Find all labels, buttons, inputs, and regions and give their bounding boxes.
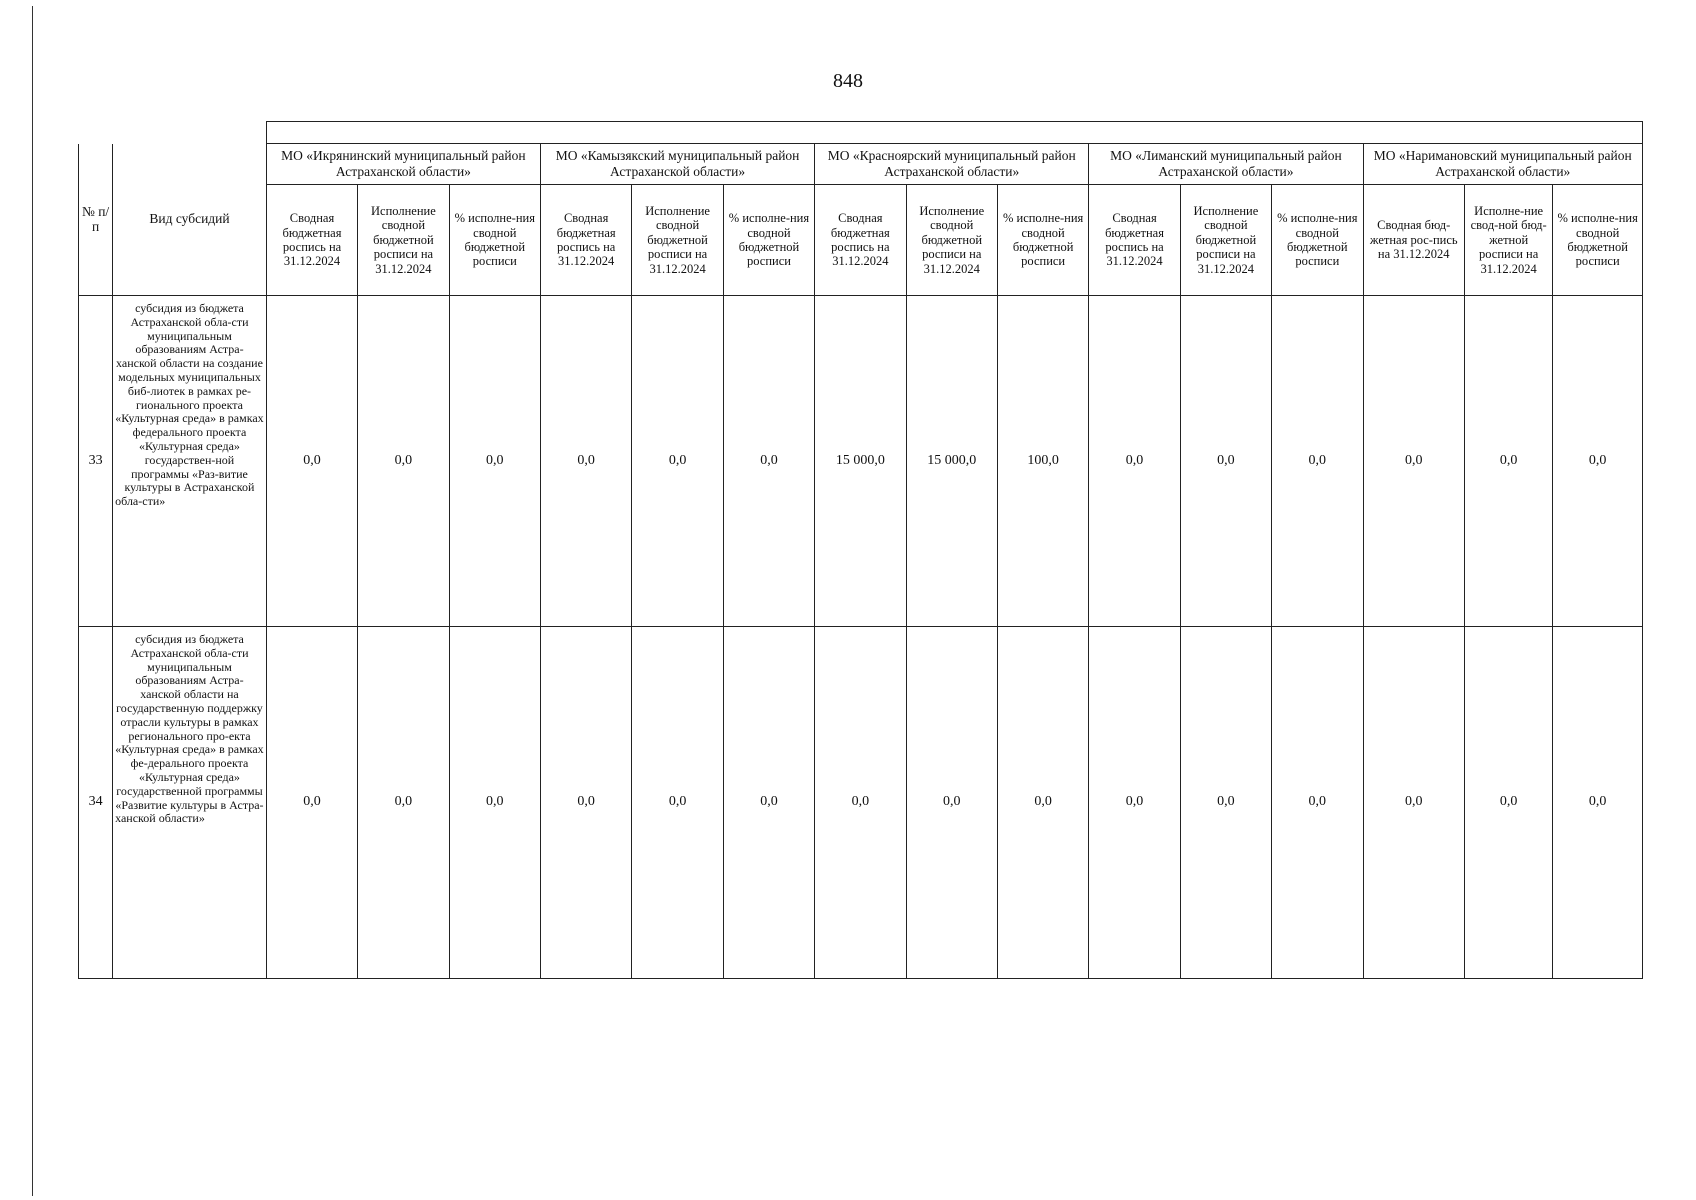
col-header-percent: % исполне-ния сводной бюджетной росписи: [1272, 185, 1363, 296]
value-cell: 0,0: [1464, 627, 1552, 979]
col-header-plan: Сводная бюджетная роспись на 31.12.2024: [1089, 185, 1180, 296]
district-header-narimanovsky: МО «Наримановский муниципальный район Астраханской области»: [1363, 144, 1643, 185]
value-cell: 0,0: [266, 296, 357, 627]
district-header-limansky: МО «Лиманский муниципальный район Астраханской области»: [1089, 144, 1363, 185]
col-header-plan: Сводная бюджетная роспись на 31.12.2024: [540, 185, 631, 296]
header-corner: [79, 122, 267, 144]
col-header-execution: Исполнение сводной бюджетной росписи на 31.12.2024: [358, 185, 449, 296]
value-cell: 0,0: [358, 296, 449, 627]
district-header-krasnoyarsky: МО «Красноярский муниципальный район Астраханской области»: [815, 144, 1089, 185]
value-cell: 0,0: [632, 627, 723, 979]
district-header-kamyzyaksky: МО «Камызякский муниципальный район Астраханской области»: [540, 144, 814, 185]
col-header-percent: % исполне-ния сводной бюджетной росписи: [997, 185, 1088, 296]
col-header-execution: Исполне-ние свод-ной бюд-жетной росписи на 31.12.2024: [1464, 185, 1552, 296]
value-cell: 0,0: [1464, 296, 1552, 627]
col-header-plan: Сводная бюджетная роспись на 31.12.2024: [815, 185, 906, 296]
value-cell: 0,0: [1089, 296, 1180, 627]
col-header-plan: Сводная бюд-жетная рос-пись на 31.12.2024: [1363, 185, 1464, 296]
table-row: [79, 296, 1643, 627]
value-cell: 15 000,0: [906, 296, 997, 627]
value-cell: 0,0: [1180, 627, 1271, 979]
value-cell: 0,0: [1553, 627, 1643, 979]
value-cell: 0,0: [540, 296, 631, 627]
value-cell: 0,0: [815, 627, 906, 979]
page-number: 848: [833, 70, 863, 92]
value-cell: 0,0: [540, 627, 631, 979]
subsidy-type-cell: субсидия из бюджета Астраханской обла-сти муниципальным образованиям Астра-ханской области на создание модельных муниципальных биб-лиотек в рамках ре-гионального проекта «Культурная среда» в рамках федерального проекта «Культурная среда» государствен-ной программы «Раз-витие культуры в Астраханской обла-сти»: [113, 296, 267, 627]
value-cell: 0,0: [906, 627, 997, 979]
subsidy-type-cell: субсидия из бюджета Астраханской обла-сти муниципальным образованиям Астра-ханской области на государственную поддержку отрасли культуры в рамках регионального про-екта «Культурная среда» в рамках фе-дерального проекта «Культурная среда» государственной программы «Развитие культуры в Астра-ханской области»: [113, 627, 267, 979]
header-column-row: [79, 185, 1643, 296]
col-header-percent: % исполне-ния сводной бюджетной росписи: [449, 185, 540, 296]
col-header-number: № п/п: [79, 144, 113, 296]
value-cell: 0,0: [1272, 296, 1363, 627]
col-header-plan: Сводная бюджетная роспись на 31.12.2024: [266, 185, 357, 296]
col-header-percent: % исполне-ния сводной бюджетной росписи: [723, 185, 814, 296]
header-top-strip: [79, 122, 1643, 144]
col-header-percent: % исполне-ния сводной бюджетной росписи: [1553, 185, 1643, 296]
value-cell: 0,0: [1363, 627, 1464, 979]
value-cell: 0,0: [266, 627, 357, 979]
value-cell: 0,0: [1272, 627, 1363, 979]
value-cell: 0,0: [632, 296, 723, 627]
table-row: [79, 627, 1643, 979]
value-cell: 0,0: [723, 627, 814, 979]
value-cell: 0,0: [449, 627, 540, 979]
header-top-cell: [266, 122, 1642, 144]
value-cell: 15 000,0: [815, 296, 906, 627]
value-cell: 0,0: [1363, 296, 1464, 627]
col-header-execution: Исполнение сводной бюджетной росписи на 31.12.2024: [1180, 185, 1271, 296]
col-header-subsidy-type: Вид субсидий: [113, 144, 267, 296]
value-cell: 0,0: [1089, 627, 1180, 979]
value-cell: 100,0: [997, 296, 1088, 627]
value-cell: 0,0: [358, 627, 449, 979]
col-header-execution: Исполнение сводной бюджетной росписи на 31.12.2024: [632, 185, 723, 296]
binding-edge-line: [32, 6, 33, 1196]
subsidy-execution-table: [78, 121, 1643, 979]
district-header-ikryaninsky: МО «Икрянинский муниципальный район Астраханской области»: [266, 144, 540, 185]
value-cell: 0,0: [1180, 296, 1271, 627]
col-header-execution: Исполнение сводной бюджетной росписи на 31.12.2024: [906, 185, 997, 296]
header-district-row: [79, 144, 1643, 185]
value-cell: 0,0: [997, 627, 1088, 979]
row-number: 33: [79, 296, 113, 627]
value-cell: 0,0: [1553, 296, 1643, 627]
row-number: 34: [79, 627, 113, 979]
value-cell: 0,0: [449, 296, 540, 627]
value-cell: 0,0: [723, 296, 814, 627]
